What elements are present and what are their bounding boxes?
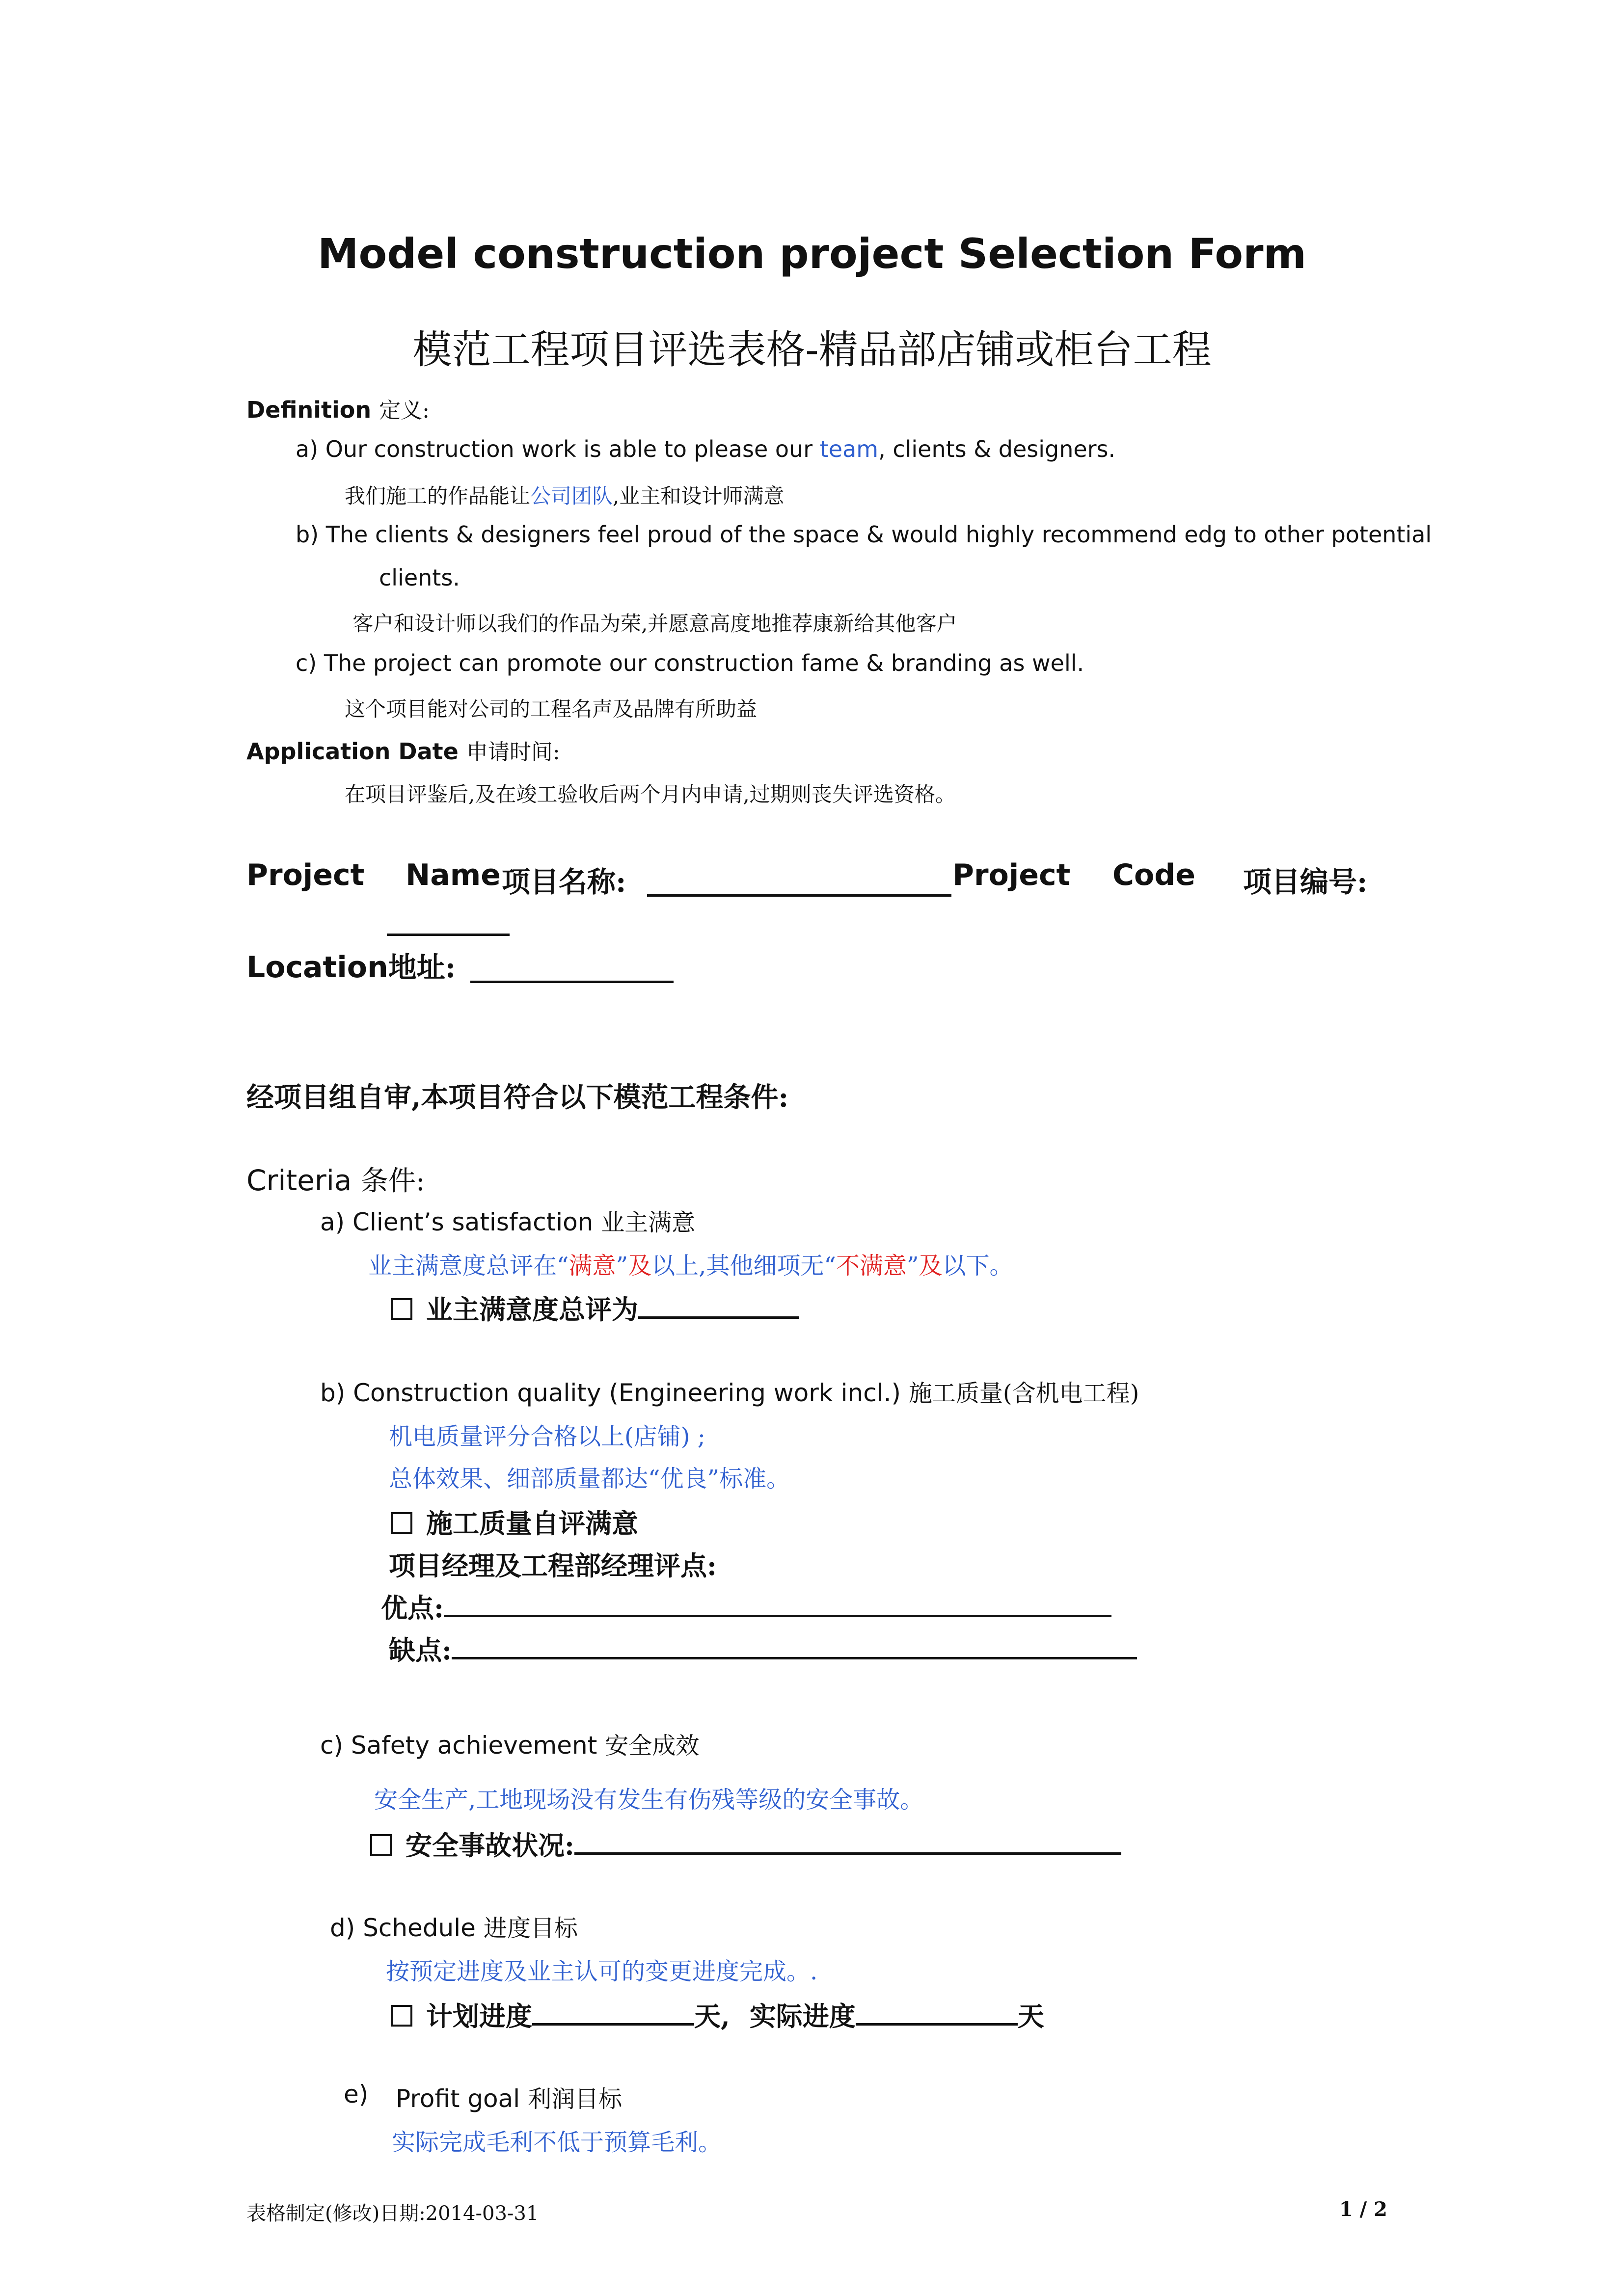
criteria-a-check-row (391, 1289, 799, 1327)
criteria-b-title (320, 1374, 1139, 1408)
definition-a-team: team (819, 436, 879, 462)
criteria-a-note-red: 及 (628, 1252, 652, 1280)
criteria-label (246, 1159, 425, 1199)
definition-a-cn (345, 480, 784, 509)
definition-b-cn: 客户和设计师以我们的作品为荣,并愿意高度地推荐康新给其他客户 (352, 612, 957, 636)
project-word-2: Project (952, 858, 1071, 892)
criteria-a-title (320, 1203, 695, 1237)
criteria-label-en: Criteria (246, 1164, 352, 1197)
criteria-d-planned-field[interactable] (532, 1996, 694, 2026)
criteria-c-cn: 安全成效 (605, 1732, 700, 1760)
application-label-cn: 申请时间: (466, 740, 560, 765)
criteria-d-actual-label: 实际进度 (749, 2001, 856, 2032)
criteria-b-pros-row (381, 1587, 1111, 1625)
criteria-b-pros-field[interactable] (444, 1587, 1111, 1617)
criteria-d-check-row (391, 1996, 1044, 2033)
criteria-a-checkbox[interactable] (391, 1298, 412, 1320)
criteria-a-note-part: 以上,其他细项无“ (651, 1252, 836, 1280)
criteria-b-note1: 机电质量评分合格以上(店铺) ; (389, 1423, 705, 1450)
criteria-b-en: b) Construction quality (Engineering work incl.) (320, 1379, 901, 1407)
page-subtitle: 模范工程项目评选表格-精品部店铺或柜台工程 (412, 327, 1212, 373)
definition-a-text: a) Our construction work is able to please our (296, 436, 820, 462)
project-code-label: 项目编号: (1243, 865, 1368, 899)
criteria-d-title (330, 1909, 578, 1943)
criteria-d-note: 按预定进度及业主认可的变更进度完成。. (386, 1958, 818, 1985)
definition-a-cn-team: 公司团队 (530, 484, 613, 508)
name-word: Name (406, 858, 501, 892)
location-label (246, 944, 456, 986)
location-label-en: Location (246, 950, 388, 985)
criteria-d-en: d) Schedule (330, 1914, 476, 1942)
definition-a-cn-text-end: ,业主和设计师满意 (613, 484, 785, 508)
location-field[interactable] (470, 950, 674, 983)
criteria-b-check-row (391, 1503, 638, 1541)
project-word: Project (246, 858, 365, 892)
criteria-c-en: c) Safety achievement (320, 1731, 597, 1760)
criteria-d-day-unit-2: 天 (1017, 2001, 1044, 2032)
criteria-a-note-part: 业主满意度总评在“ (368, 1252, 569, 1280)
location-label-cn: 地址: (388, 951, 456, 984)
footer-revision-date: 表格制定(修改)日期:2014-03-31 (246, 2202, 539, 2225)
application-label (246, 734, 560, 766)
criteria-b-cons-label: 缺点: (389, 1634, 452, 1666)
criteria-b-cn: 施工质量(含机电工程) (908, 1380, 1139, 1407)
criteria-b-cons-field[interactable] (452, 1629, 1137, 1659)
definition-label-en: Definition (246, 397, 372, 423)
definition-b-en-line2: clients. (379, 564, 460, 591)
criteria-b-check-label: 施工质量自评满意 (426, 1508, 638, 1539)
criteria-e-cn: 利润目标 (528, 2085, 623, 2113)
project-code-field[interactable] (387, 908, 510, 936)
criteria-a-note-red: 及 (919, 1252, 943, 1280)
criteria-a-note-part: ” (616, 1252, 628, 1280)
criteria-a-en: a) Client’s satisfaction (320, 1208, 594, 1236)
criteria-c-title (320, 1727, 699, 1761)
criteria-b-note2: 总体效果、细部质量都达“优良”标准。 (389, 1465, 790, 1493)
criteria-a-note-red: 满意 (568, 1252, 616, 1280)
criteria-a-note-part: ” (906, 1252, 919, 1280)
definition-b-en-line1: b) The clients & designers feel proud of the space & would highly recommend edg to other potential (296, 521, 1432, 548)
criteria-c-field[interactable] (574, 1825, 1121, 1855)
project-name-field[interactable] (647, 864, 951, 897)
definition-a-text-end: , clients & designers. (878, 436, 1116, 462)
self-review-statement: 经项目组自审,本项目符合以下模范工程条件: (246, 1081, 789, 1114)
criteria-b-review-label: 项目经理及工程部经理评点: (389, 1550, 717, 1581)
criteria-a-note (368, 1247, 1013, 1281)
criteria-e-letter: e) (344, 2080, 369, 2109)
criteria-d-checkbox[interactable] (391, 2005, 412, 2027)
criteria-a-note-part: 以下。 (942, 1252, 1013, 1280)
criteria-b-cons-row (389, 1629, 1137, 1667)
application-label-en: Application Date (246, 738, 459, 765)
criteria-c-checkbox[interactable] (370, 1834, 392, 1856)
definition-c-en: c) The project can promote our construction fame & branding as well. (296, 650, 1084, 676)
criteria-a-note-red: 不满意 (836, 1252, 907, 1280)
criteria-a-check-label: 业主满意度总评为 (426, 1294, 638, 1325)
definition-a-en (296, 436, 1115, 462)
criteria-label-cn: 条件: (360, 1165, 425, 1197)
criteria-e-title (396, 2080, 622, 2114)
criteria-b-pros-label: 优点: (381, 1592, 444, 1624)
criteria-d-actual-field[interactable] (856, 1996, 1018, 2026)
definition-label-cn: 定义: (379, 398, 430, 423)
definition-c-cn: 这个项目能对公司的工程名声及品牌有所助益 (345, 697, 758, 721)
code-word: Code (1112, 858, 1195, 892)
criteria-a-cn: 业主满意 (601, 1209, 696, 1236)
footer-page-number: 1 / 2 (1339, 2198, 1387, 2221)
application-text: 在项目评鉴后,及在竣工验收后两个月内申请,过期则丧失评选资格。 (345, 782, 956, 806)
criteria-a-field[interactable] (638, 1289, 799, 1319)
definition-a-cn-text: 我们施工的作品能让 (345, 484, 531, 508)
criteria-d-cn: 进度目标 (483, 1915, 578, 1942)
project-name-label: 项目名称: (502, 865, 626, 899)
criteria-c-check-row (370, 1825, 1121, 1863)
criteria-d-planned-label: 计划进度 (426, 2001, 532, 2032)
criteria-e-note: 实际完成毛利不低于预算毛利。 (392, 2129, 722, 2156)
criteria-c-note: 安全生产,工地现场没有发生有伤残等级的安全事故。 (374, 1786, 924, 1814)
criteria-c-check-label: 安全事故状况: (406, 1830, 574, 1861)
page-title: Model construction project Selection Form (317, 230, 1307, 278)
definition-label (246, 393, 430, 424)
criteria-b-checkbox[interactable] (391, 1512, 412, 1534)
criteria-e-en: Profit goal (396, 2084, 520, 2113)
criteria-d-day-unit: 天, (694, 2001, 730, 2032)
